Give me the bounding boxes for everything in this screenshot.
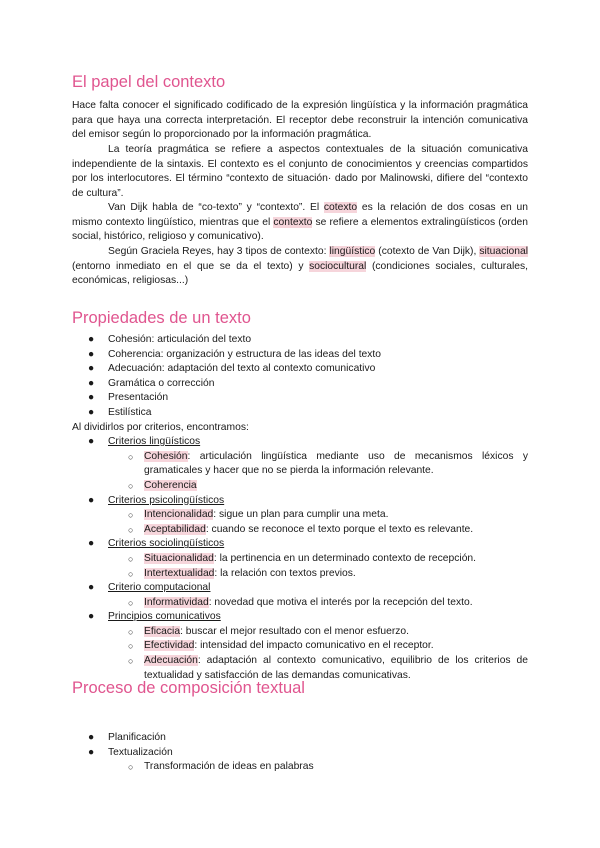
section-title-composicion: Proceso de composición textual [72, 679, 305, 697]
sub-bullet-icon: ○ [128, 597, 134, 608]
section-title-propiedades: Propiedades de un texto [72, 309, 251, 327]
list-item: ● Cohesión: articulación del texto [72, 333, 528, 348]
list-item: ● Presentación [72, 391, 528, 406]
criteria-item: ○ Intertextualidad: la relación con textos previos. [72, 567, 528, 582]
p3-text-c: se refiere a elementos extralingüísticos (orden social, histórico, religioso y comunicativo). [72, 216, 528, 243]
criteria-item: ○ Situacionalidad: la pertinencia en un determinado contexto de recepción. [72, 552, 528, 567]
paragraph-4 [72, 245, 528, 289]
bullet-icon: ● [88, 732, 95, 743]
bullet-icon: ● [88, 377, 95, 389]
highlight-sociocultural: sociocultural [309, 260, 367, 272]
bullet-icon: ● [88, 436, 95, 448]
list-item: ● Adecuación: adaptación del texto al contexto comunicativo [72, 362, 528, 377]
list-item: ● Gramática o corrección [72, 377, 528, 392]
paragraph-1: Hace falta conocer el significado codificado de la expresión lingüística y la información pragmática para que haya una correcta interpretación. El receptor debe reconstruir la intención comunicativa del emisor según lo proporcionado por la información pragmática. [72, 100, 528, 141]
list-item: ● Textualización ○ Transformación de ideas en palabras [72, 746, 528, 775]
criteria-item: ○ Adecuación: adaptación al contexto comunicativo, equilibrio de los criterios de textualidad y satisfacción de las demandas comunicativas. [128, 655, 528, 681]
highlight-linguistico: lingüístico [329, 246, 376, 257]
criteria-group: ● Criterios sociolingüísticos ○ Situacionalidad: la pertinencia en un determinado contexto de recepción. ○ Intertextualidad: la relación con textos previos. [72, 537, 528, 581]
p3-text-b: es la relación de dos cosas en un mismo contexto lingüístico, mientras que el [72, 202, 528, 228]
p3-text-a: Van Dijk habla de “co-texto” y “contexto”. El [108, 202, 324, 213]
paragraph-3 [72, 201, 528, 245]
bullet-icon: ● [88, 582, 95, 594]
criteria-group: ● Principios comunicativos ○ Eficacia: buscar el mejor resultado con el menor esfuerzo. ○ Efectividad: intensidad del impacto comunicativo en el receptor. ○ Adecuación: adaptación al contexto comunicativo, equilibrio de los criterios de textualidad y satisfacción de las demandas comunicativas. [72, 610, 528, 683]
sub-bullet-icon: ○ [128, 553, 134, 564]
p4-text-d: (condiciones sociales, culturales, económicas, religiosas...) [72, 260, 528, 287]
bullet-icon: ● [88, 538, 95, 550]
criteria-intro: Al dividirlos por criterios, encontramos: [72, 421, 249, 433]
list-item: ● Estilística [72, 406, 528, 421]
p4-text-a: Según Graciela Reyes, hay 3 tipos de contexto: [108, 246, 330, 257]
criteria-item: ○ Eficacia: buscar el mejor resultado con el menor esfuerzo. [72, 625, 528, 640]
bullet-icon: ● [88, 392, 95, 404]
highlight-contexto: contexto [273, 216, 313, 228]
list-item: ○ Transformación de ideas en palabras [72, 760, 528, 775]
highlight-situacional: situacional [479, 246, 528, 257]
list-item: ● Coherencia: organización y estructura de las ideas del texto [72, 348, 528, 363]
bullet-icon: ● [88, 348, 95, 360]
bullet-icon: ● [88, 406, 95, 418]
criteria-item: ○ Intencionalidad: sigue un plan para cumplir una meta. [72, 508, 528, 523]
sub-bullet-icon: ○ [128, 656, 134, 667]
p4-text-c: (entorno inmediato en el que se da el texto) y [72, 260, 310, 272]
sub-bullet-icon: ○ [128, 451, 134, 462]
highlight-cotexto: cotexto [323, 202, 358, 213]
sub-bullet-icon: ○ [128, 480, 134, 491]
sub-bullet-icon: ○ [128, 641, 134, 652]
propiedades-list [72, 333, 528, 683]
bullet-icon: ● [88, 363, 95, 375]
bullet-icon: ● [88, 746, 95, 758]
criteria-item: ○ Informatividad: novedad que motiva el interés por la recepción del texto. [72, 596, 528, 611]
bullet-icon: ● [88, 611, 95, 623]
bullet-icon: ● [88, 494, 95, 506]
sub-bullet-icon: ○ [128, 510, 134, 521]
sub-bullet-icon: ○ [128, 626, 134, 637]
criteria-item: ○ Efectividad: intensidad del impacto comunicativo en el receptor. [72, 639, 528, 654]
bullet-icon: ● [88, 334, 95, 345]
section-title-contexto: El papel del contexto [72, 73, 226, 91]
list-item: ● Planificación [72, 731, 528, 746]
sub-bullet-icon: ○ [128, 524, 134, 535]
criteria-item: ○ Cohesión: articulación lingüística mediante uso de mecanismos léxicos y gramaticales y hacer que no se pierda la información relevante. [128, 450, 528, 477]
criteria-item: ○ Coherencia [72, 479, 528, 494]
criteria-item: ○ Aceptabilidad: cuando se reconoce el texto porque el texto es relevante. [72, 523, 528, 538]
paragraph-2: La teoría pragmática se refiere a aspectos contextuales de la situación comunicativa independiente de la sintaxis. El contexto es el conjunto de conocimientos y creencias compartidos por los interlocutores. El término “contexto de situación· dado por Malinowski, difiere del “contexto de cultura”. [72, 144, 528, 199]
sub-bullet-icon: ○ [128, 568, 134, 579]
criteria-group: ● Criterios lingüísticos ○ Cohesión: articulación lingüística mediante uso de mecanismos léxicos y gramaticales y hacer que no se pierda la información relevante. ○ Coherencia [72, 435, 528, 493]
criteria-group: ● Criterios psicolingüísticos ○ Intencionalidad: sigue un plan para cumplir una meta. ○ Aceptabilidad: cuando se reconoce el texto porque el texto es relevante. [72, 494, 528, 538]
sub-bullet-icon: ○ [128, 762, 134, 773]
criteria-group: ● Criterio computacional ○ Informatividad: novedad que motiva el interés por la recepción del texto. [72, 581, 528, 610]
p4-text-b: (cotexto de Van Dijk), [375, 246, 480, 257]
composicion-list [72, 731, 528, 775]
